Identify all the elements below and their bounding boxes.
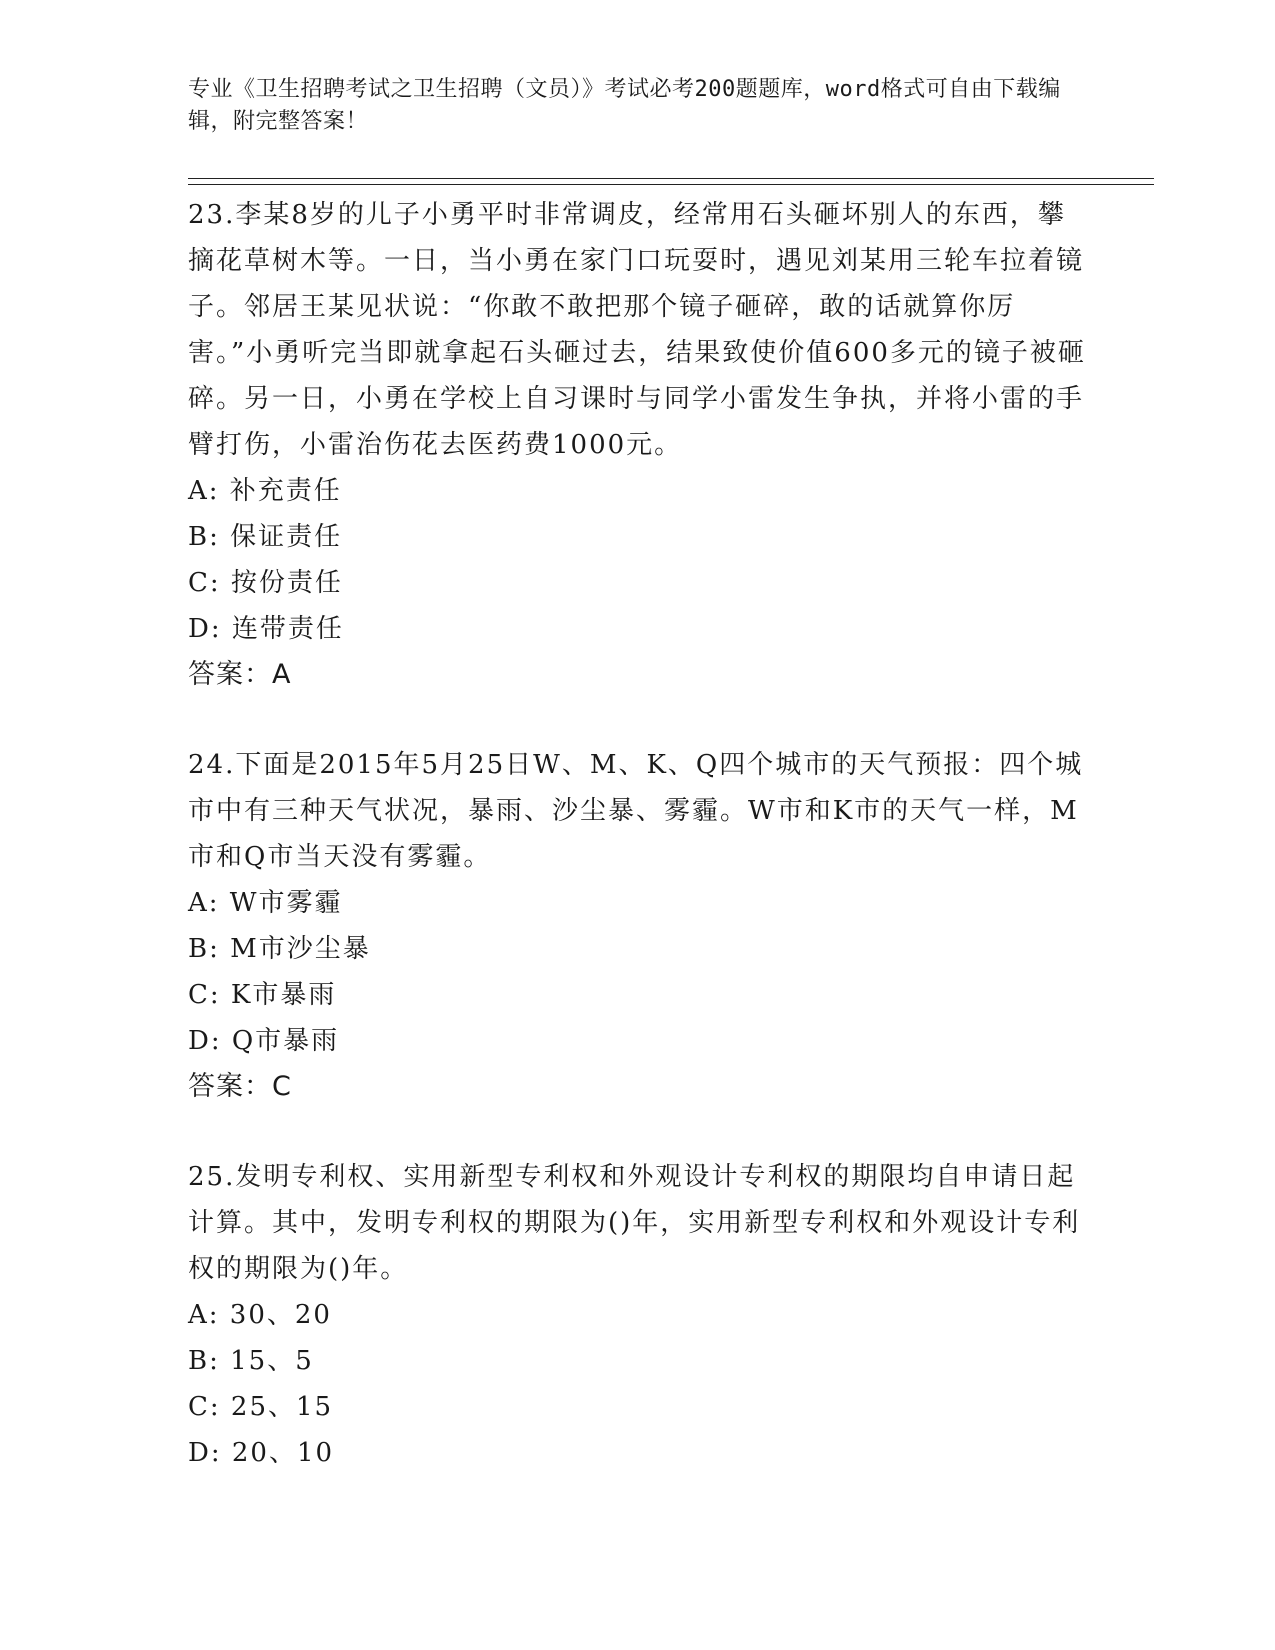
question-stem: 25.发明专利权、实用新型专利权和外观设计专利权的期限均自申请日起计算。其中，发明专利权的期限为()年，实用新型专利权和外观设计专利权的期限为()年。 xyxy=(188,1162,1081,1284)
header-divider-bottom xyxy=(188,184,1154,185)
option-b: B: 15、5 xyxy=(188,1346,314,1376)
question-list xyxy=(188,192,1088,1476)
option-d: D: 20、10 xyxy=(188,1438,335,1468)
option-a: A: 30、20 xyxy=(188,1300,332,1330)
option-c: C: K市暴雨 xyxy=(188,980,337,1010)
answer-line: 答案：C xyxy=(188,1071,292,1102)
option-d: D: Q市暴雨 xyxy=(188,1026,340,1056)
question-item xyxy=(188,192,1088,698)
question-item xyxy=(188,1154,1088,1476)
question-stem: 23.李某8岁的儿子小勇平时非常调皮，经常用石头砸坏别人的东西，攀摘花草树木等。一日，当小勇在家门口玩耍时，遇见刘某用三轮车拉着镜子。邻居王某见状说：“你敢不敢把那个镜子砸碎，敢的话就算你厉害。”小勇听完当即就拿起石头砸过去，结果致使价值600多元的镜子被砸碎。另一日，小勇在学校上自习课时与同学小雷发生争执，并将小雷的手臂打伤，小雷治伤花去医药费1000元。 xyxy=(188,200,1086,460)
question-stem: 24.下面是2015年5月25日W、M、K、Q四个城市的天气预报：四个城市中有三种天气状况，暴雨、沙尘暴、雾霾。W市和K市的天气一样，M市和Q市当天没有雾霾。 xyxy=(188,750,1084,872)
option-a: A: W市雾霾 xyxy=(188,888,343,918)
question-item xyxy=(188,742,1088,1110)
option-b: B: 保证责任 xyxy=(188,522,343,552)
option-d: D: 连带责任 xyxy=(188,614,344,644)
answer-line: 答案：A xyxy=(188,659,292,690)
document-header: 专业《卫生招聘考试之卫生招聘（文员）》考试必考200题题库，word格式可自由下载编辑，附完整答案！ xyxy=(188,77,1061,134)
option-c: C: 按份责任 xyxy=(188,568,343,598)
header-divider-top xyxy=(188,178,1154,179)
option-c: C: 25、15 xyxy=(188,1392,334,1422)
option-a: A: 补充责任 xyxy=(188,476,342,506)
option-b: B: M市沙尘暴 xyxy=(188,934,371,964)
